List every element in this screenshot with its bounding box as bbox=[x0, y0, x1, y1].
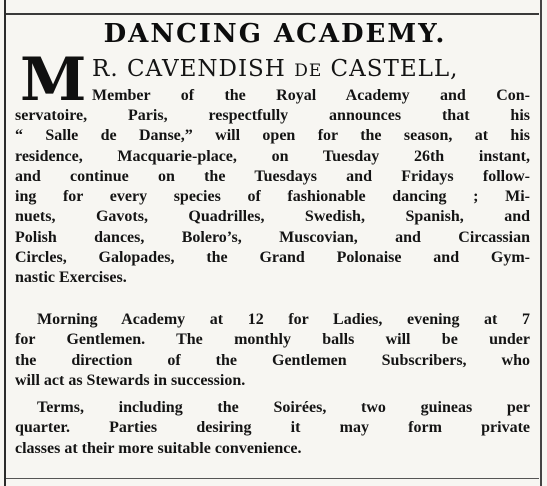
hours-line: for Gentlemen. The monthly balls will be under bbox=[15, 331, 530, 349]
hours-line: will act as Stewards in succession. bbox=[15, 371, 246, 389]
name-part-1: R. CAVENDISH bbox=[92, 56, 295, 82]
intro-line: Polish dances, Bolero’s, Muscovian, and Circassian bbox=[15, 228, 530, 246]
intro-line: Member of the Royal Academy and Con- bbox=[92, 87, 530, 104]
intro-paragraph bbox=[15, 106, 530, 289]
intro-line: ing for every species of fashionable dancing ; Mi- bbox=[15, 188, 530, 206]
hours-line: Morning Academy at 12 for Ladies, evening at 7 bbox=[37, 311, 530, 328]
hours-line: the direction of the Gentlemen Subscribers, who bbox=[15, 351, 530, 369]
terms-line: quarter. Parties desiring it may form private bbox=[15, 419, 530, 437]
name-particle: DE bbox=[294, 61, 323, 81]
left-column-rule bbox=[4, 0, 6, 486]
intro-line: residence, Macquarie-place, on Tuesday 26th instant, bbox=[15, 147, 530, 165]
terms-line: Terms, including the Soirées, two guineas per bbox=[37, 399, 530, 416]
name-surname: CASTELL, bbox=[322, 56, 459, 82]
right-column-rule bbox=[540, 0, 542, 486]
top-rule bbox=[6, 13, 539, 15]
advertisement-heading: DANCING ACADEMY. bbox=[103, 19, 447, 49]
terms-paragraph bbox=[15, 398, 530, 459]
intro-line: nuets, Gavots, Quadrilles, Swedish, Spanish, and bbox=[15, 208, 530, 226]
intro-line: nastic Exercises. bbox=[15, 269, 127, 287]
intro-line: servatoire, Paris, respectfully announces that his bbox=[15, 107, 530, 124]
terms-line: classes at their more suitable convenience. bbox=[15, 439, 302, 457]
intro-line: Circles, Galopades, the Grand Polonaise and Gym- bbox=[15, 249, 530, 267]
drop-cap: M bbox=[20, 45, 87, 115]
hours-paragraph bbox=[15, 310, 530, 391]
bottom-rule bbox=[6, 478, 539, 479]
intro-line: and continue on the Tuesdays and Fridays follow- bbox=[15, 167, 530, 185]
advertiser-name bbox=[92, 54, 459, 86]
intro-indented-block bbox=[92, 86, 530, 106]
intro-line: “ Salle de Danse,” will open for the season, at his bbox=[15, 127, 530, 145]
